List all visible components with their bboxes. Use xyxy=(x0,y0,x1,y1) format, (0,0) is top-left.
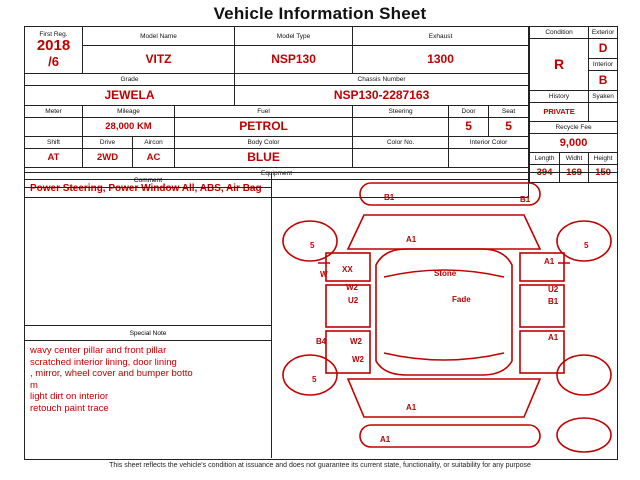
history-value: PRIVATE xyxy=(530,103,589,122)
damage-mark: W xyxy=(320,270,328,279)
damage-mark: B1 xyxy=(384,193,395,202)
grade-label: Grade xyxy=(25,74,235,86)
door-value: 5 xyxy=(449,118,489,137)
damage-mark: Stone xyxy=(434,269,457,278)
interior-label: Interior xyxy=(589,59,618,71)
car-outline-svg xyxy=(272,173,616,458)
exhaust-value: 1300 xyxy=(353,46,529,74)
fuel-label: Fuel xyxy=(175,106,353,118)
mileage-label: Mileage xyxy=(83,106,175,118)
damage-mark: A1 xyxy=(406,403,417,412)
special-note-line: m xyxy=(30,379,38,391)
mileage-value: 28,000 KM xyxy=(83,118,175,137)
damage-mark: U2 xyxy=(348,296,359,305)
lower-section xyxy=(24,172,618,460)
special-note-line: , mirror, wheel cover and bumper botto xyxy=(30,368,193,380)
damage-mark: 5 xyxy=(584,241,589,250)
meter-label: Meter xyxy=(25,106,83,118)
length-label: Length xyxy=(530,153,560,165)
special-note-body xyxy=(25,341,271,418)
fuel-value: PETROL xyxy=(175,118,353,137)
seat-value: 5 xyxy=(489,118,529,137)
damage-mark: A1 xyxy=(380,435,391,444)
exterior-label: Exterior xyxy=(589,27,618,39)
damage-mark: 5 xyxy=(310,241,315,250)
height-label: Height xyxy=(589,153,618,165)
drive-value: 2WD xyxy=(83,149,133,168)
first-reg-label: First Reg. xyxy=(39,31,68,39)
width-label: Widht xyxy=(560,153,589,165)
body-color-label: Body Color xyxy=(175,137,353,149)
model-name-value: VITZ xyxy=(83,46,235,74)
comment-header: Comment xyxy=(25,173,271,188)
damage-mark: B1 xyxy=(548,297,559,306)
damage-mark: W2 xyxy=(346,283,358,292)
meter-value xyxy=(25,118,83,137)
side-spec-table xyxy=(529,26,618,183)
history-label: History xyxy=(530,91,589,103)
damage-mark: A1 xyxy=(406,235,417,244)
drive-label: Drive xyxy=(83,137,133,149)
damage-mark: Fade xyxy=(452,295,471,304)
equipment-value: Power Steering, Power Window All, ABS, Air Bag xyxy=(25,180,529,198)
shift-value: AT xyxy=(25,149,83,168)
damage-mark: U2 xyxy=(548,285,559,294)
grade-value: JEWELA xyxy=(25,86,235,106)
model-type-label: Model Type xyxy=(235,27,353,46)
length-value: 394 xyxy=(530,165,560,183)
recycle-fee-value: 9,000 xyxy=(530,134,618,153)
chassis-value: NSP130-2287163 xyxy=(235,86,529,106)
color-no-value xyxy=(353,149,449,168)
page-title: Vehicle Information Sheet xyxy=(213,4,427,23)
first-reg-cell xyxy=(25,27,83,74)
damage-mark: W2 xyxy=(352,355,364,364)
door-label: Door xyxy=(449,106,489,118)
shift-label: Shift xyxy=(25,137,83,149)
exterior-value: D xyxy=(589,39,618,59)
special-note-header: Special Note xyxy=(25,326,271,341)
first-reg-year: 2018 xyxy=(36,37,71,55)
steering-label: Steering xyxy=(353,106,449,118)
syaken-label: Syaken xyxy=(589,91,618,103)
aircon-value: AC xyxy=(133,149,175,168)
damage-mark: B4 xyxy=(316,337,327,346)
width-value: 169 xyxy=(560,165,589,183)
damage-mark: A1 xyxy=(544,257,555,266)
equipment-label: Equipment xyxy=(25,168,529,180)
footer-disclaimer: This sheet reflects the vehicle's condition at issuance and does not guarantee its current state, functionality, or suitability for any purpose xyxy=(109,462,531,469)
body-color-value: BLUE xyxy=(175,149,353,168)
comment-section xyxy=(25,173,272,458)
special-note-line: scratched interior lining, door lining xyxy=(30,356,177,368)
height-value: 150 xyxy=(589,165,618,183)
vehicle-damage-diagram xyxy=(272,173,616,458)
chassis-label: Chassis Number xyxy=(235,74,529,86)
color-no-label: Color No. xyxy=(353,137,449,149)
condition-value: R xyxy=(530,39,589,91)
damage-mark: XX xyxy=(342,265,353,274)
special-note-line: light dirt on interior xyxy=(30,391,109,403)
condition-label: Condition xyxy=(530,27,589,39)
special-note-line: retouch paint trace xyxy=(30,402,109,414)
aircon-label: Aircon xyxy=(133,137,175,149)
exhaust-label: Exhaust xyxy=(353,27,529,46)
seat-label: Seat xyxy=(489,106,529,118)
damage-mark: A1 xyxy=(548,333,559,342)
damage-mark: B1 xyxy=(520,195,531,204)
damage-mark: 5 xyxy=(312,375,317,384)
recycle-fee-label: Recycle Fee xyxy=(530,122,618,134)
comment-body xyxy=(25,188,271,326)
interior-value: B xyxy=(589,71,618,91)
model-type-value: NSP130 xyxy=(235,46,353,74)
interior-color-value xyxy=(449,149,529,168)
first-reg-month: /6 xyxy=(48,53,59,69)
damage-mark: W2 xyxy=(350,337,362,346)
syaken-value xyxy=(589,103,618,122)
special-note-line: wavy center pillar and front pillar xyxy=(30,345,167,356)
steering-value xyxy=(353,118,449,137)
interior-color-label: Interior Color xyxy=(449,137,529,149)
model-name-label: Model Name xyxy=(83,27,235,46)
